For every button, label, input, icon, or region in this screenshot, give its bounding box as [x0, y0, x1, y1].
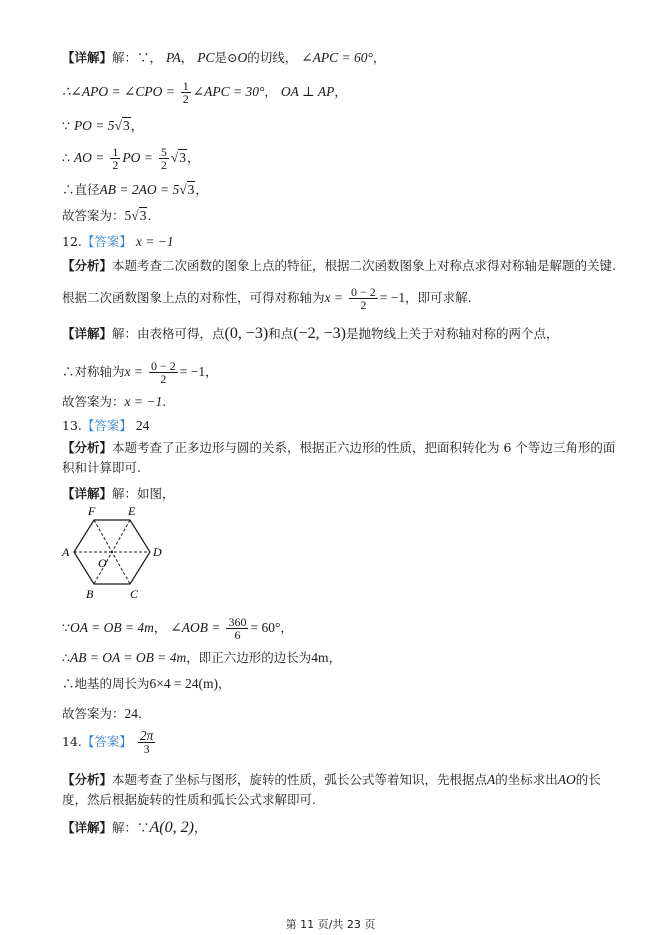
q11-line-1: 【详解】解：∵， PA， PC是⊙O的切线， ∠APC = 60°，: [62, 50, 386, 65]
detail-label: 【详解】: [62, 820, 113, 835]
sqrt: √3: [131, 208, 147, 223]
page-footer: 第 11 页/共 23 页: [285, 918, 376, 931]
q13-detail: 【详解】解：如图，: [62, 486, 175, 501]
q11-line-2: ∴∠APO = ∠CPO = $\frac{1}{2}$ ∠APC = 30°， OA ⊥ AP，: [62, 79, 347, 106]
fraction: $\frac{5}{2}$: [160, 145, 167, 172]
fraction: $\frac{0 - 2}{2}$: [350, 285, 376, 312]
q11-line-6: 故答案为：5√3.: [62, 208, 152, 223]
q14-detail: 【详解】解：∵A(0, 2)，: [62, 819, 207, 836]
q13-analysis: 【分析】本题考查了正多边形与圆的关系，根据正六边形的性质，把面积转化为 6 个等边三角形的面积和计算即可.: [62, 440, 616, 475]
sqrt: √3: [179, 182, 195, 197]
detail-label: 【详解】: [62, 50, 113, 65]
analysis-label: 【分析】: [62, 772, 113, 787]
q12-analysis: 【分析】本题考查二次函数的图象上点的特征，根据二次函数图象上对称点求得对称轴是解题的关键.: [62, 258, 616, 273]
detail-label: 【详解】: [62, 486, 113, 501]
q11-line-3: ∵ PO = 5√3，: [62, 118, 144, 133]
q14-analysis: 【分析】本题考查了坐标与图形，旋转的性质，弧长公式等着知识，先根据点A的坐标求出AO的长度，然后根据旋转的性质和弧长公式求解即可.: [62, 772, 601, 807]
label-A: A: [62, 545, 70, 559]
q14-header: 14.【答案】 $\frac{2\pi}{3}$: [62, 728, 154, 756]
q12-header: 12.【答案】 x = −1: [62, 234, 174, 249]
answer-label: 【答案】: [81, 234, 132, 249]
q13-line-4: 故答案为：24.: [62, 706, 142, 721]
label-D: D: [153, 545, 162, 559]
answer-label: 【答案】: [81, 418, 132, 433]
sqrt: √3: [170, 150, 187, 165]
q11-line-4: ∴ AO = $\frac{1}{2}$ PO = $\frac{5}{2}$ √3，: [62, 145, 200, 172]
fraction: $\frac{1}{2}$: [112, 145, 119, 172]
answer-label: 【答案】: [81, 734, 132, 749]
label-F: F: [88, 504, 96, 518]
q12-line-4: ∴对称轴为x = $\frac{0 - 2}{2}$ = −1，: [62, 359, 218, 386]
analysis-label: 【分析】: [62, 440, 113, 455]
q11-line-5: ∴直径AB = 2AO = 5√3，: [62, 182, 208, 197]
fraction: $\frac{0 - 2}{2}$: [150, 359, 176, 386]
q12-line-2: 根据二次函数图象上点的对称性，可得对称轴为x = $\frac{0 - 2}{2}$ = −1，即可求解.: [62, 285, 472, 312]
label-E: E: [128, 504, 136, 518]
label-B: B: [86, 587, 94, 601]
fraction: $\frac{2\pi}{3}$: [139, 728, 154, 756]
q13-line-2: ∴AB = OA = OB = 4m，即正六边形的边长为4m，: [62, 650, 342, 665]
analysis-label: 【分析】: [62, 258, 113, 273]
q13-header: 13.【答案】 24: [62, 418, 150, 433]
detail-label: 【详解】: [62, 326, 113, 341]
fraction: $\frac{360}{6}$: [228, 615, 247, 642]
fraction: $\frac{1}{2}$: [182, 79, 189, 106]
q13-line-3: ∴地基的周长为6×4 = 24(m)，: [62, 676, 231, 691]
q13-line-1: ∵OA = OB = 4m， ∠AOB = $\frac{360}{6}$ = 60°，: [62, 615, 293, 642]
q12-detail: 【详解】解：由表格可得，点(0, −3)和点(−2, −3)是抛物线上关于对称轴对称的两个点，: [62, 325, 559, 342]
q12-line-5: 故答案为：x = −1.: [62, 394, 167, 409]
label-C: C: [130, 587, 139, 601]
label-O: O: [98, 556, 107, 570]
sqrt: √3: [114, 118, 130, 133]
hexagon-figure: [58, 500, 178, 602]
